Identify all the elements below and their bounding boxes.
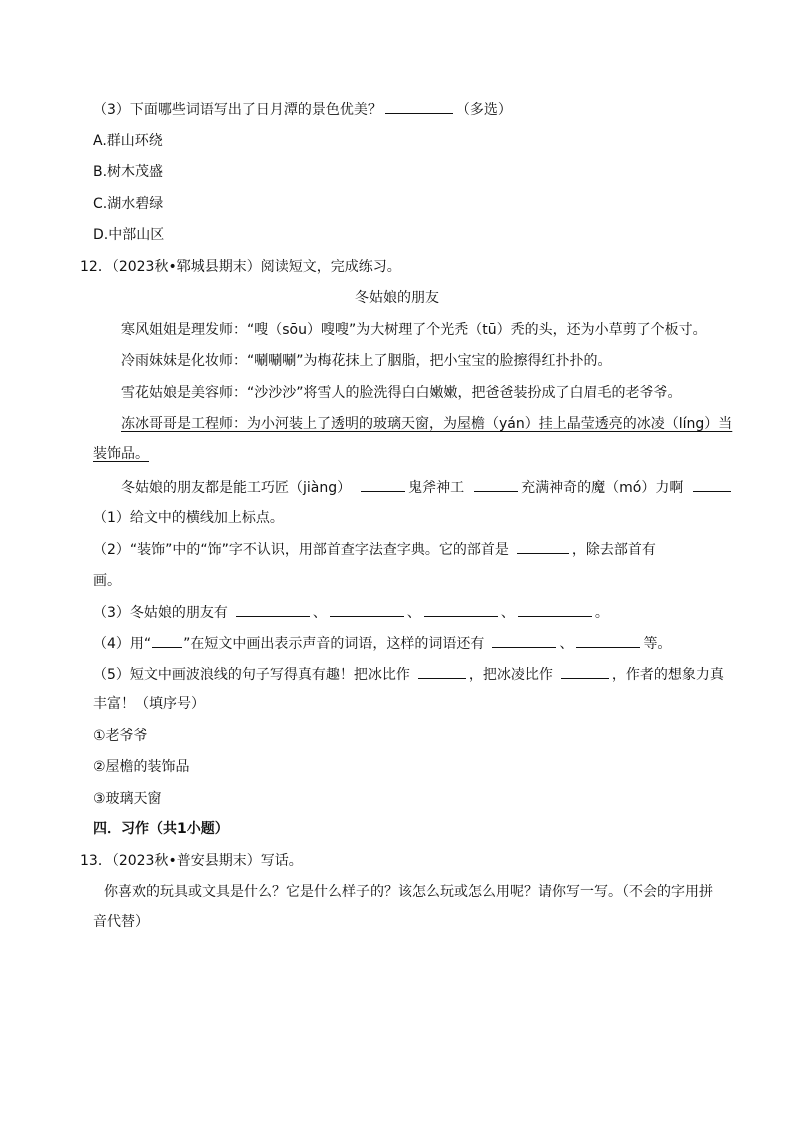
- q12-header: 12．（2023秋•郓城县期末）阅读短文，完成练习。: [80, 259, 401, 275]
- passage-para-3: 雪花姑娘是美容师：“沙沙沙”将雪人的脸洗得白白嫩嫩，把爸爸装扮成了白眉毛的老爷爷。: [121, 385, 682, 401]
- passage-para-2: 冷雨妹妹是化妆师：“唰唰唰”为梅花抹上了胭脂，把小宝宝的脸擦得红扑扑的。: [121, 353, 612, 369]
- mark-symbol-blank: [152, 633, 182, 648]
- q12-sub4: [93, 633, 671, 654]
- s4-end: 等。: [643, 636, 672, 652]
- friend-blank-4[interactable]: [518, 602, 592, 617]
- icicle-metaphor-blank[interactable]: [561, 664, 609, 679]
- option-a: A.群山环绕: [93, 133, 163, 149]
- radical-blank[interactable]: [517, 539, 569, 554]
- punctuation-blank-3[interactable]: [693, 477, 731, 492]
- para5-part-b: 鬼斧神工: [408, 480, 465, 496]
- s3-part-a: （3）冬姑娘的朋友有: [93, 605, 228, 621]
- s2-part-b: ，除去部首有: [571, 542, 656, 558]
- sound-word-blank-2[interactable]: [576, 633, 640, 648]
- s2-part-a: （2）“装饰”中的“饰”字不认识，用部首查字法查字典。它的部首是: [93, 542, 509, 558]
- q12-sub5-line-1: [93, 664, 724, 685]
- q13-prompt-line-1: 你喜欢的玩具或文具是什么？它是什么样子的？该怎么玩或怎么用呢？请你写一写。（不会的字用拼: [104, 884, 713, 900]
- s4-part-b: ”在短文中画出表示声音的词语，这样的词语还有: [183, 636, 485, 652]
- sound-word-blank-1[interactable]: [492, 633, 556, 648]
- friend-blank-3[interactable]: [424, 602, 498, 617]
- punctuation-blank-2[interactable]: [474, 477, 518, 492]
- option-c: C.湖水碧绿: [93, 196, 164, 212]
- separator: 、: [312, 605, 327, 621]
- choice-1: ①老爷爷: [93, 728, 148, 744]
- answer-blank[interactable]: [385, 99, 453, 114]
- passage-para-4-line-2: 装饰品。: [93, 446, 149, 462]
- friend-blank-1[interactable]: [236, 602, 310, 617]
- q12-sub5-line-2: 丰富！（填序号）: [93, 696, 205, 712]
- separator: 、: [559, 636, 574, 652]
- passage-title: 冬姑娘的朋友: [355, 290, 439, 306]
- q12-sub2-line-2: [93, 570, 121, 591]
- punctuation-blank-1[interactable]: [361, 477, 405, 492]
- choice-2: ②屋檐的装饰品: [93, 759, 190, 775]
- s5-part-c: ，作者的想象力真: [611, 667, 724, 683]
- passage-para-1: 寒风姐姐是理发师：“嗖（sōu）嗖嗖”为大树理了个光秃（tū）秃的头，还为小草剪了个板寸。: [121, 322, 707, 338]
- choice-3: ③玻璃天窗: [93, 791, 162, 807]
- friend-blank-2[interactable]: [330, 602, 404, 617]
- ice-metaphor-blank[interactable]: [418, 664, 466, 679]
- q11-sub3-text: （3）下面哪些词语写出了日月潭的景色优美？: [93, 102, 382, 118]
- q11-sub3: [93, 99, 512, 120]
- s5-part-b: ，把冰凌比作: [468, 667, 553, 683]
- s2-part-c: 画。: [93, 573, 121, 589]
- q13-header: 13．（2023秋•普安县期末）写话。: [80, 853, 303, 869]
- s5-part-a: （5）短文中画波浪线的句子写得真有趣！把冰比作: [93, 667, 410, 683]
- q12-sub3: [93, 602, 609, 623]
- para5-part-c: 充满神奇的魔（mó）力啊: [521, 480, 684, 496]
- passage-para-4-line-1: 冻冰哥哥是工程师：为小河装上了透明的玻璃天窗，为屋檐（yán）挂上晶莹透亮的冰凌（líng）当: [121, 416, 733, 432]
- para5-part-a: 冬姑娘的朋友都是能工巧匠（jiàng）: [121, 480, 352, 496]
- q13-prompt-line-2: 音代替）: [93, 914, 149, 930]
- q11-sub3-suffix: （多选）: [455, 102, 512, 118]
- q12-sub1: （1）给文中的横线加上标点。: [93, 510, 284, 526]
- s4-part-a: （4）用“: [93, 636, 152, 652]
- period: 。: [594, 605, 609, 621]
- q12-sub2-line-1: [93, 539, 656, 560]
- separator: 、: [406, 605, 421, 621]
- passage-para-5: [121, 477, 734, 498]
- section-heading: 四．习作（共1小题）: [93, 821, 229, 837]
- separator: 、: [500, 605, 515, 621]
- option-d: D.中部山区: [93, 227, 165, 243]
- option-b: B.树木茂盛: [93, 164, 164, 180]
